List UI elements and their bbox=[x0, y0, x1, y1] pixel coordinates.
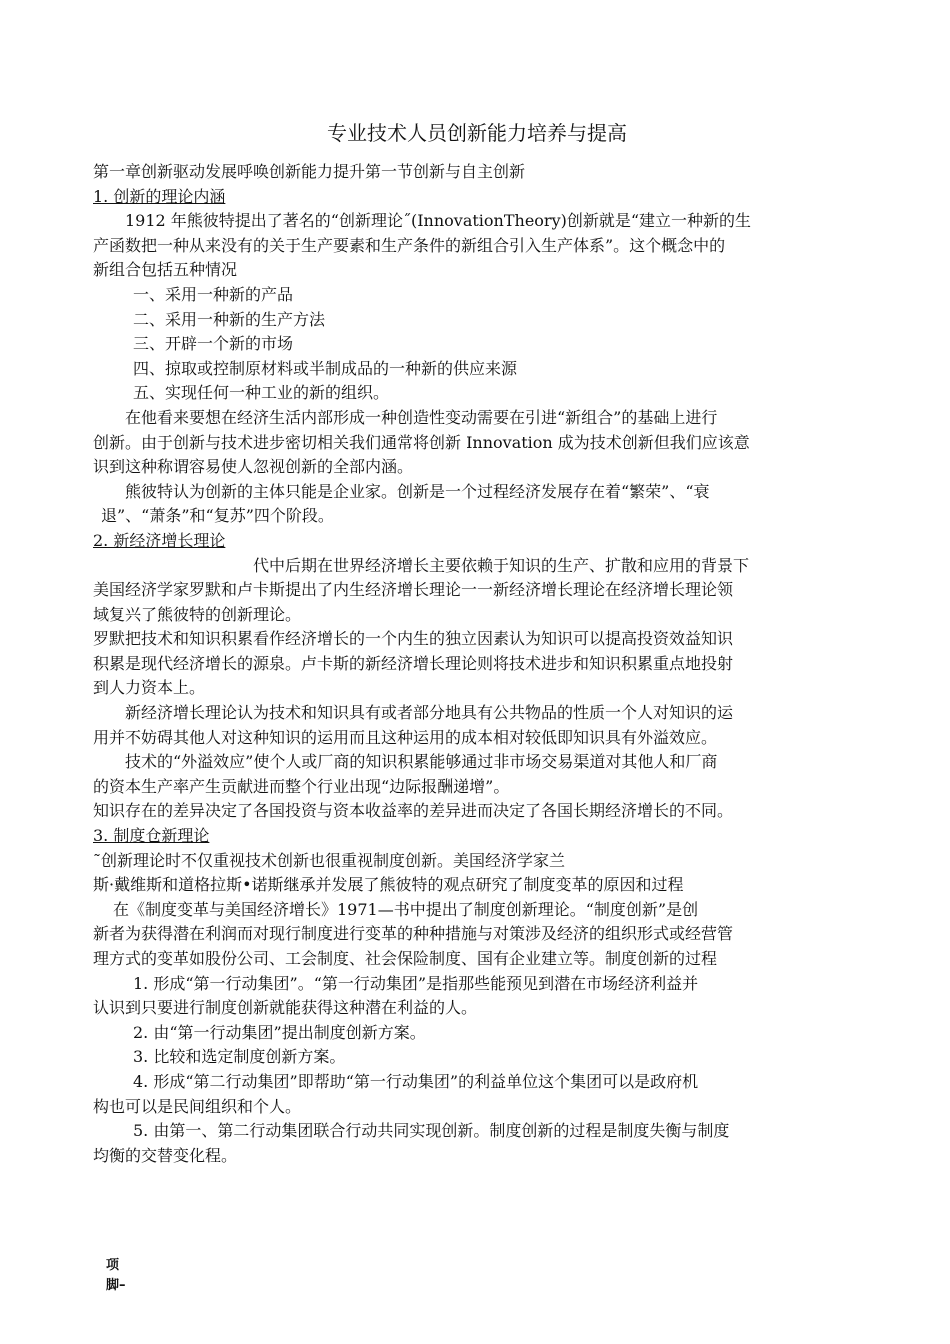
text-line: 1912 年熊彼特提出了著名的“创新理论˝(InnovationTheory)创新就是“建立一种新的生 bbox=[125, 211, 752, 231]
text-line: 积累是现代经济增长的源泉。卢卡斯的新经济增长理论则将技术进步和知识积累重点地投射 bbox=[93, 653, 734, 673]
text-line: 用并不妨碍其他人对这种知识的运用而且这种运用的成本相对较低即知识具有外溢效应。 bbox=[93, 727, 718, 747]
text-line: 产函数把一种从来没有的关于生产要素和生产条件的新组合引入生产体系”。这个概念中的 bbox=[93, 235, 726, 255]
document-page bbox=[93, 118, 861, 1168]
text-line: 域复兴了熊彼特的创新理论。 bbox=[93, 604, 302, 624]
text-line: 理方式的变革如股份公司、工会制度、社会保险制度、国有企业建立等。制度创新的过程 bbox=[93, 949, 718, 968]
text-line: 新组合包括五种情况 bbox=[93, 260, 238, 280]
list-item: 四、掠取或控制原材料或半制成品的一种新的供应来源 bbox=[133, 358, 518, 378]
list-item: 一、采用一种新的产品 bbox=[133, 284, 294, 304]
text-line: 罗默把技术和知识积累看作经济增长的一个内生的独立因素认为知识可以提高投资效益知识 bbox=[93, 629, 734, 649]
list-item: 三、开辟一个新的市场 bbox=[133, 334, 294, 354]
text-line: 美国经济学家罗默和卢卡斯提出了内生经济增长理论一一新经济增长理论在经济增长理论领 bbox=[93, 580, 734, 600]
list-item: 3. 比较和选定制度创新方案。 bbox=[133, 1047, 346, 1067]
chapter-heading: 第一章创新驱动发展呼唤创新能力提升第一节创新与自主创新 bbox=[93, 162, 526, 181]
text-line: 的资本生产率产生贡献进而整个行业出现“边际报酬递增”。 bbox=[93, 776, 510, 796]
list-item: 五、实现任何一种工业的新的组织。 bbox=[133, 383, 390, 403]
list-item: 4. 形成“第二行动集团”即帮助“第一行动集团”的利益单位这个集团可以是政府机 bbox=[133, 1071, 699, 1091]
text-line: 在他看来要想在经济生活内部形成一种创造性变动需要在引进“新组合”的基础上进行 bbox=[125, 407, 718, 427]
page-footer bbox=[106, 1256, 126, 1296]
text-line: 识到这种称谓容易使人忽视创新的全部内涵。 bbox=[93, 457, 414, 477]
text-line: 技术的“外溢效应”使个人或厂商的知识积累能够通过非市场交易渠道对其他人和厂商 bbox=[125, 752, 718, 772]
list-item: 5. 由第一、第二行动集团联合行动共同实现创新。制度创新的过程是制度失衡与制度 bbox=[133, 1121, 730, 1141]
text-line: 代中后期在世界经济增长主要依赖于知识的生产、扩散和应用的背景下 bbox=[253, 555, 750, 575]
text-line: 创新。由于创新与技术进步密切相关我们通常将创新 Innovation 成为技术创新但我们应该意 bbox=[93, 432, 750, 452]
section-3-heading: 3. 制度仓新理论 bbox=[93, 826, 210, 846]
text-line: 构也可以是民间组织和个人。 bbox=[93, 1096, 302, 1116]
list-item: 2. 由“第一行动集团”提出制度创新方案。 bbox=[133, 1022, 426, 1042]
footer-line: 项 bbox=[106, 1258, 120, 1273]
footer-line: 脚– bbox=[106, 1278, 126, 1293]
text-line: 新经济增长理论认为技术和知识具有或者部分地具有公共物品的性质一个人对知识的运 bbox=[125, 703, 734, 723]
text-line: 知识存在的差异决定了各国投资与资本收益率的差异进而决定了各国长期经济增长的不同。 bbox=[93, 801, 734, 821]
list-item: 二、采用一种新的生产方法 bbox=[133, 309, 326, 329]
text-line: 斯·戴维斯和道格拉斯•诺斯继承并发展了熊彼特的观点研究了制度变革的原因和过程 bbox=[93, 875, 684, 895]
text-line: 在《制度变革与美国经济增长》1971—书中提出了制度创新理论。“制度创新”是创 bbox=[113, 899, 699, 919]
text-line: ˜创新理论时不仅重视技术创新也很重视制度创新。美国经济学家兰 bbox=[93, 850, 566, 870]
text-line: 新者为获得潜在利润而对现行制度进行变革的种种措施与对策涉及经济的组织形式或经营管 bbox=[93, 924, 734, 944]
section-1-heading: 1. 创新的理论内涵 bbox=[93, 186, 226, 206]
text-line: 认识到只要进行制度创新就能获得这种潜在利益的人。 bbox=[93, 998, 478, 1018]
text-line: 退”、“萧条”和“复苏”四个阶段。 bbox=[101, 506, 334, 526]
section-2-heading: 2. 新经济增长理论 bbox=[93, 530, 226, 550]
text-line: 熊彼特认为创新的主体只能是企业家。创新是一个过程经济发展存在着“繁荣”、“衰 bbox=[125, 481, 710, 501]
list-item: 1. 形成“第一行动集团”。“第一行动集团”是指那些能预见到潜在市场经济利益并 bbox=[133, 973, 699, 993]
text-line: 均衡的交替变化程。 bbox=[93, 1145, 238, 1165]
text-line: 到人力资本上。 bbox=[93, 678, 206, 698]
document-title: 专业技术人员创新能力培养与提高 bbox=[327, 121, 627, 145]
